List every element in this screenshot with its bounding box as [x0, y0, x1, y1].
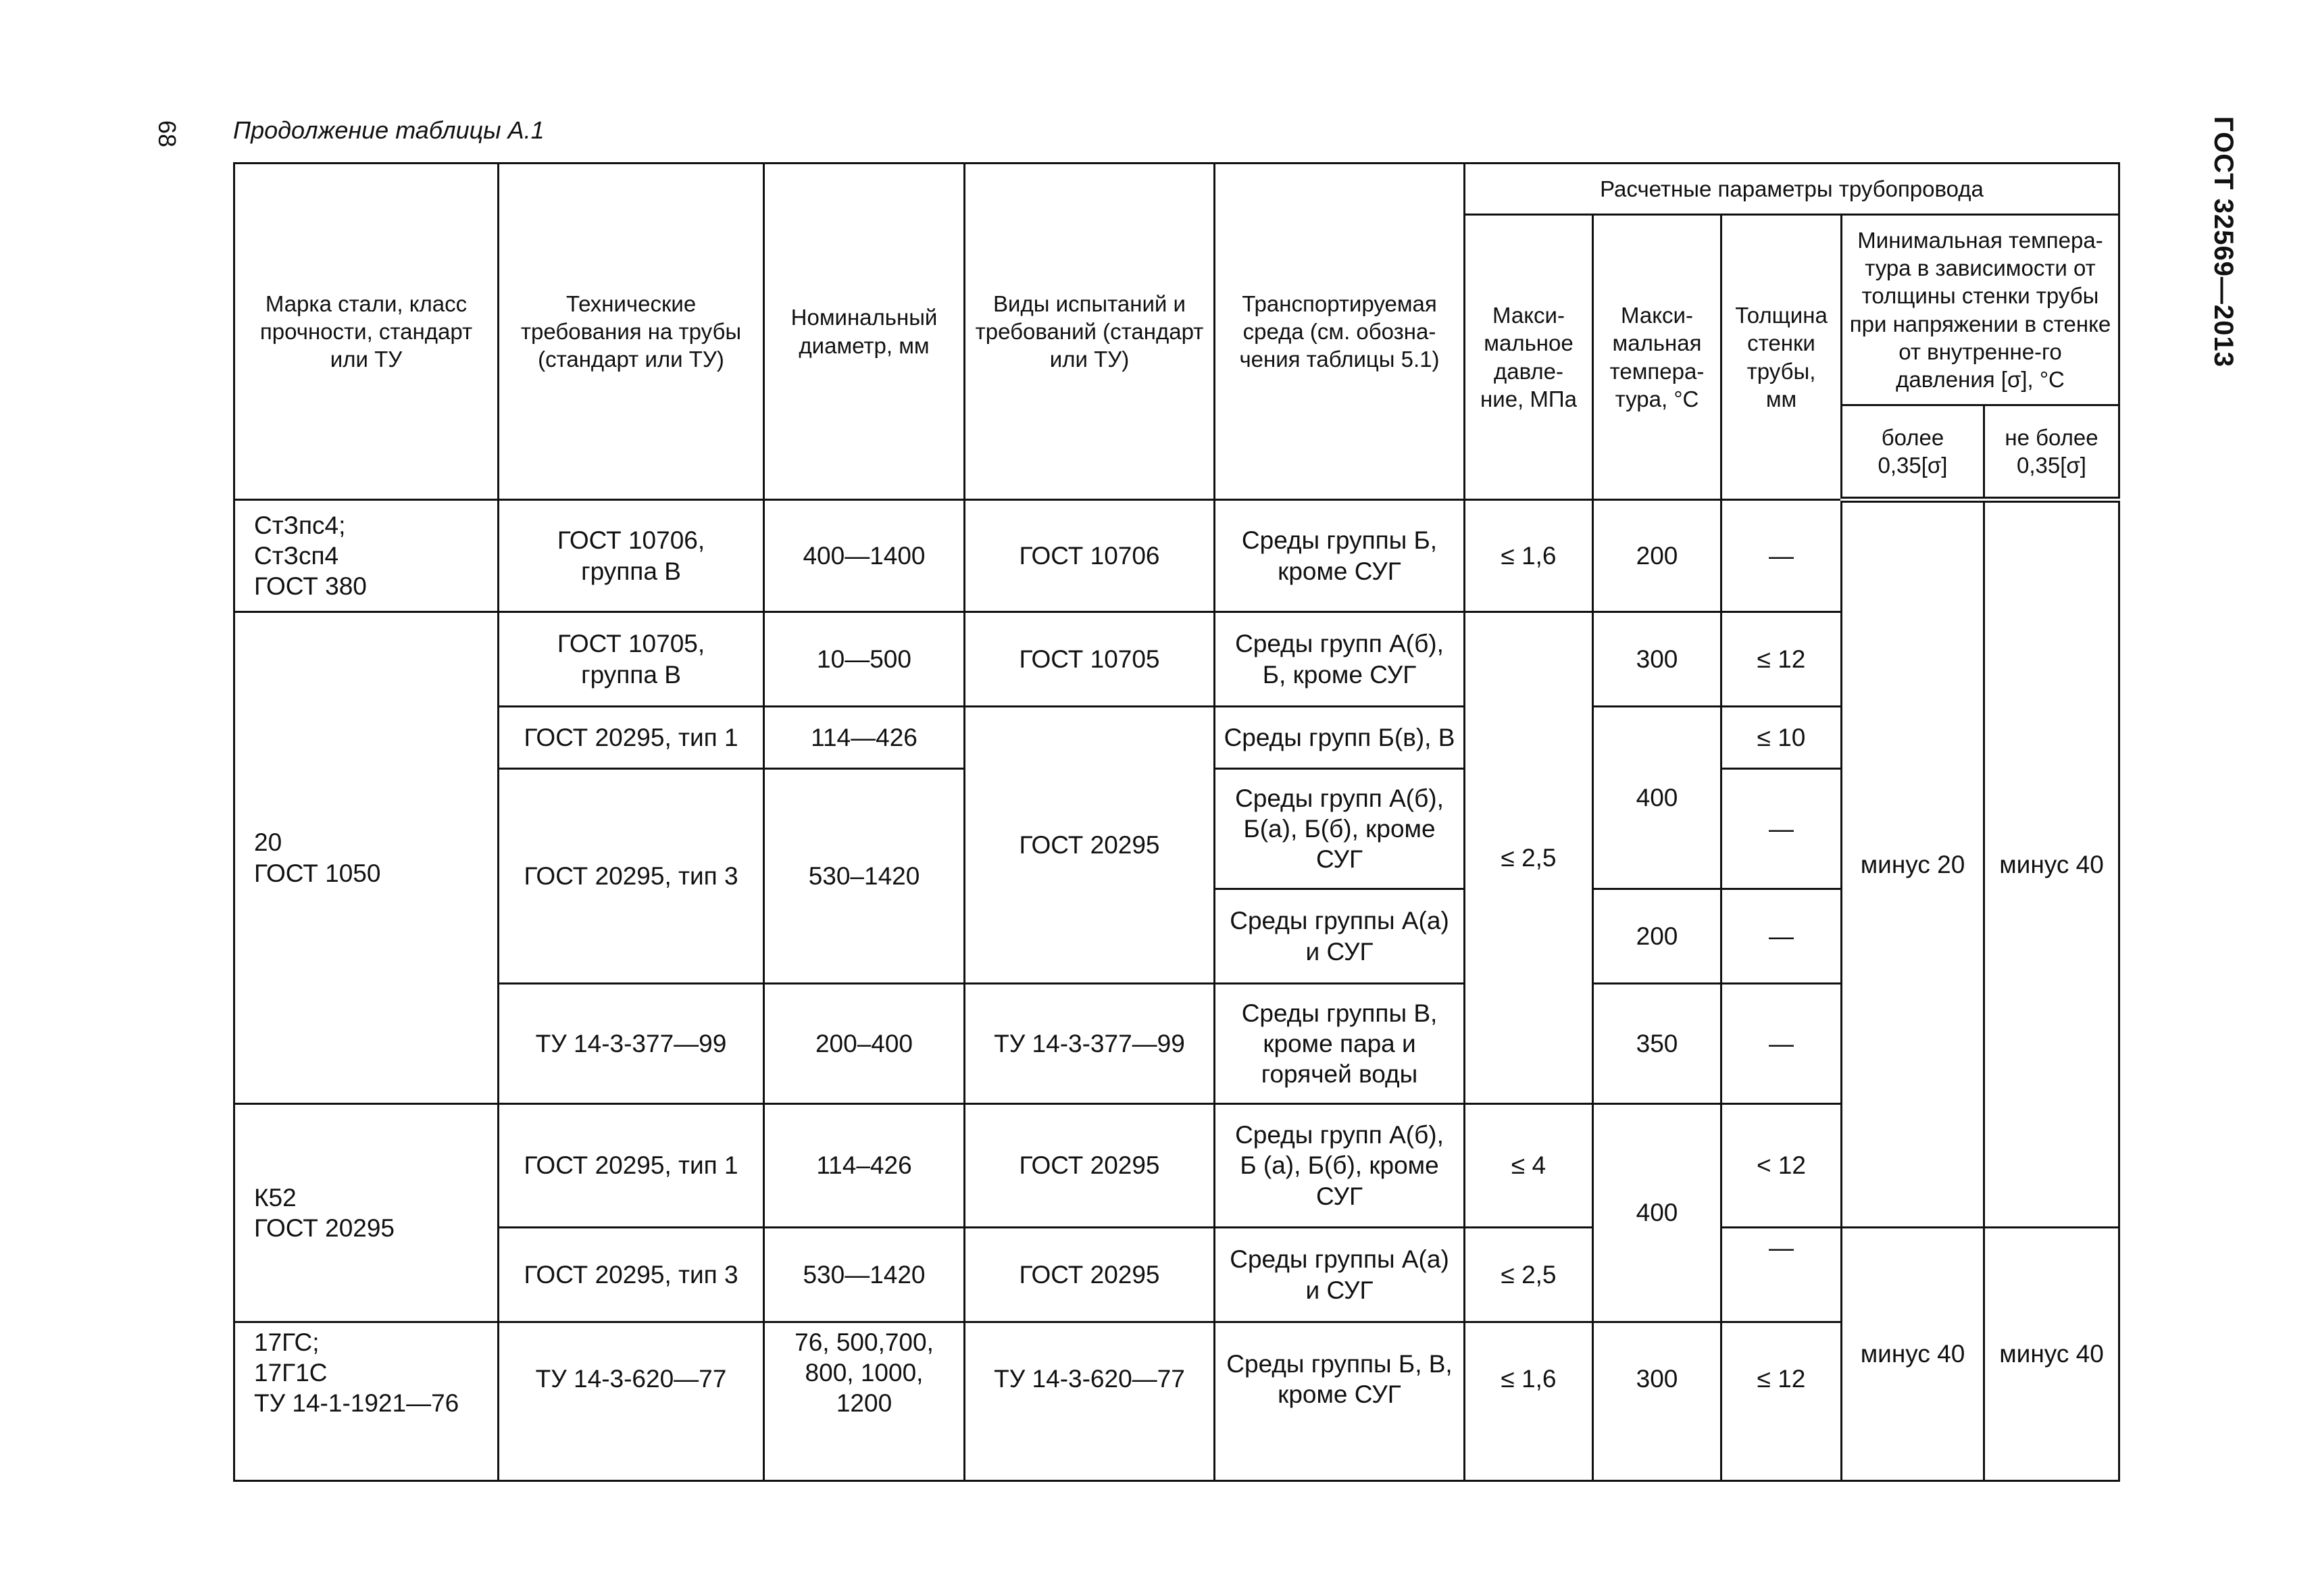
steel-pipe-table	[233, 162, 2120, 1482]
tests-cell: ГОСТ 20295	[965, 1104, 1215, 1228]
pressure-cell: ≤ 1,6	[1465, 500, 1593, 612]
pressure-cell: ≤ 1,6	[1465, 1322, 1593, 1481]
wall-cell: ≤ 10	[1721, 707, 1842, 769]
tests-cell: ГОСТ 10706	[965, 500, 1215, 612]
medium-cell: Среды группы А(а) и СУГ	[1215, 889, 1465, 984]
diameter-cell: 400—1400	[764, 500, 965, 612]
steel-grade-cell: СтЗпс4; СтЗсп4 ГОСТ 380	[234, 500, 499, 612]
header-wall-thickness: Толщина стенки трубы, мм	[1721, 215, 1842, 500]
tests-cell: ГОСТ 20295	[965, 1228, 1215, 1322]
tech-requirements-cell: ТУ 14-3-620—77	[499, 1322, 764, 1481]
temperature-cell: 300	[1593, 1322, 1721, 1481]
wall-cell: ≤ 12	[1721, 1322, 1842, 1481]
tech-requirements-cell: ГОСТ 20295, тип 1	[499, 1104, 764, 1228]
tech-requirements-cell: ГОСТ 20295, тип 3	[499, 769, 764, 984]
header-max-temperature: Макси-мальная темпера-тура, °С	[1593, 215, 1721, 500]
medium-cell: Среды групп А(б), Б (а), Б(б), кроме СУГ	[1215, 1104, 1465, 1228]
wall-cell: —	[1721, 1228, 1842, 1322]
wall-cell: —	[1721, 769, 1842, 889]
tests-cell: ТУ 14-3-620—77	[965, 1322, 1215, 1481]
medium-cell: Среды группы А(а) и СУГ	[1215, 1228, 1465, 1322]
tech-requirements-cell: ГОСТ 10706, группа В	[499, 500, 764, 612]
temperature-cell: 300	[1593, 612, 1721, 707]
min-temp-notmore-cell: минус 40	[1984, 1228, 2119, 1481]
diameter-cell: 114—426	[764, 707, 965, 769]
min-temp-notmore-cell: минус 40	[1984, 500, 2119, 1228]
header-more-than: более 0,35[σ]	[1842, 405, 1984, 500]
temperature-cell: 400	[1593, 1104, 1721, 1322]
pressure-cell: ≤ 2,5	[1465, 612, 1593, 1104]
min-temp-more-cell: минус 40	[1842, 1228, 1984, 1481]
tech-requirements-cell: ГОСТ 20295, тип 1	[499, 707, 764, 769]
medium-cell: Среды групп А(б), Б(а), Б(б), кроме СУГ	[1215, 769, 1465, 889]
tests-cell: ГОСТ 20295	[965, 707, 1215, 984]
medium-cell: Среды групп А(б), Б, кроме СУГ	[1215, 612, 1465, 707]
tech-requirements-cell: ГОСТ 20295, тип 3	[499, 1228, 764, 1322]
diameter-cell: 10—500	[764, 612, 965, 707]
header-steel-grade: Марка стали, класс прочности, стандарт или ТУ	[234, 164, 499, 500]
tech-requirements-cell: ТУ 14-3-377—99	[499, 984, 764, 1104]
table-row	[234, 500, 2119, 612]
steel-grade-cell: К52 ГОСТ 20295	[234, 1104, 499, 1322]
pressure-cell: ≤ 2,5	[1465, 1228, 1593, 1322]
min-temp-more-cell: минус 20	[1842, 500, 1984, 1228]
medium-cell: Среды группы Б, В, кроме СУГ	[1215, 1322, 1465, 1481]
diameter-cell: 76, 500,700, 800, 1000, 1200	[764, 1322, 965, 1481]
header-not-more-than: не более 0,35[σ]	[1984, 405, 2119, 500]
page-number: 68	[153, 120, 181, 148]
header-design-parameters: Расчетные параметры трубопровода	[1465, 164, 2119, 215]
wall-cell: —	[1721, 984, 1842, 1104]
header-max-pressure: Макси-мальное давле-ние, МПа	[1465, 215, 1593, 500]
medium-cell: Среды групп Б(в), В	[1215, 707, 1465, 769]
steel-grade-cell: 20 ГОСТ 1050	[234, 612, 499, 1104]
table-row	[234, 1104, 2119, 1228]
diameter-cell: 200–400	[764, 984, 965, 1104]
document-code: ГОСТ 32569—2013	[2209, 116, 2238, 368]
wall-cell: ≤ 12	[1721, 612, 1842, 707]
table-row	[234, 984, 2119, 1104]
table-row	[234, 1228, 2119, 1322]
tests-cell: ГОСТ 10705	[965, 612, 1215, 707]
pressure-cell: ≤ 4	[1465, 1104, 1593, 1228]
medium-cell: Среды группы Б, кроме СУГ	[1215, 500, 1465, 612]
temperature-cell: 200	[1593, 500, 1721, 612]
table-row	[234, 612, 2119, 707]
medium-cell: Среды группы В, кроме пара и горячей воды	[1215, 984, 1465, 1104]
wall-cell: —	[1721, 889, 1842, 984]
tests-cell: ТУ 14-3-377—99	[965, 984, 1215, 1104]
header-test-types: Виды испытаний и требований (стандарт или ТУ)	[965, 164, 1215, 500]
steel-grade-cell: 17ГС; 17Г1С ТУ 14-1-1921—76	[234, 1322, 499, 1481]
tech-requirements-cell: ГОСТ 10705, группа В	[499, 612, 764, 707]
wall-cell: < 12	[1721, 1104, 1842, 1228]
diameter-cell: 530—1420	[764, 1228, 965, 1322]
table-row	[234, 1322, 2119, 1481]
temperature-cell: 200	[1593, 889, 1721, 984]
wall-cell: —	[1721, 500, 1842, 612]
table-continuation-caption: Продолжение таблицы А.1	[233, 116, 545, 144]
temperature-cell: 350	[1593, 984, 1721, 1104]
diameter-cell: 530–1420	[764, 769, 965, 984]
header-tech-requirements: Технические требования на трубы (стандарт или ТУ)	[499, 164, 764, 500]
table-row	[234, 707, 2119, 769]
diameter-cell: 114–426	[764, 1104, 965, 1228]
header-min-temperature: Минимальная темпера-тура в зависимости от толщины стенки трубы при напряжении в стенке от внутренне-го давления [σ], °С	[1842, 215, 2119, 405]
temperature-cell: 400	[1593, 707, 1721, 889]
header-nominal-diameter: Номинальный диаметр, мм	[764, 164, 965, 500]
header-transported-medium: Транспортируемая среда (см. обозна-чения таблицы 5.1)	[1215, 164, 1465, 500]
